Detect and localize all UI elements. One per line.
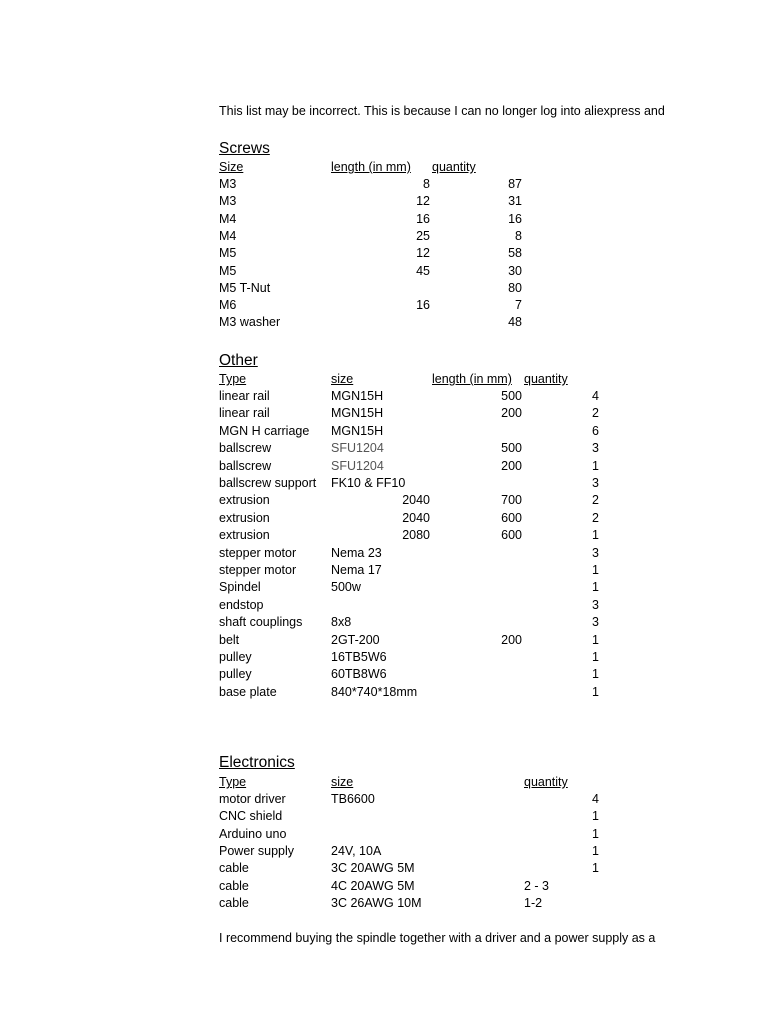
screw-quantity-cell: 16 xyxy=(508,211,522,226)
other-length-cell: 600 xyxy=(501,510,522,525)
electronics-quantity-cell: 4 xyxy=(592,792,599,806)
other-length-cell: 600 xyxy=(501,528,522,543)
other-quantity-cell: 2 xyxy=(592,510,599,525)
screw-size-cell: M5 T-Nut xyxy=(219,280,271,295)
screw-length-cell: 16 xyxy=(416,298,430,313)
electronics-type-cell: cable xyxy=(219,878,249,893)
other-type-cell: extrusion xyxy=(219,510,270,525)
electronics-size-cell: TB6600 xyxy=(331,792,375,806)
electronics-size-cell: 24V, 10A xyxy=(331,843,382,858)
other-quantity-cell: 1 xyxy=(592,563,599,577)
intro-text: This list may be incorrect. This is because I can no longer log into aliexpress and xyxy=(219,104,665,118)
other-heading: Other xyxy=(219,352,258,369)
other-quantity-cell: 3 xyxy=(592,615,599,630)
table-row xyxy=(0,860,768,877)
table-row xyxy=(0,297,768,314)
electronics-quantity-cell: 1 xyxy=(592,843,599,858)
table-row xyxy=(0,458,768,475)
other-quantity-cell: 2 xyxy=(592,406,599,421)
electronics-header-type: Type xyxy=(219,775,247,789)
screw-length-cell: 12 xyxy=(416,194,430,209)
other-quantity-cell: 3 xyxy=(592,441,599,456)
screw-size-cell: M5 xyxy=(219,263,237,278)
table-row xyxy=(0,649,768,666)
other-size-cell: FK10 & FF10 xyxy=(331,476,406,490)
other-type-cell: pulley xyxy=(219,650,252,664)
screw-size-cell: M6 xyxy=(219,298,237,313)
electronics-header-quantity: quantity xyxy=(524,775,568,789)
other-size-cell: Nema 23 xyxy=(331,545,382,560)
screw-quantity-cell: 7 xyxy=(515,298,522,313)
screw-quantity-cell: 31 xyxy=(508,194,522,209)
electronics-type-cell: CNC shield xyxy=(219,809,283,824)
other-type-cell: pulley xyxy=(219,667,252,682)
other-type-cell: endstop xyxy=(219,597,264,612)
other-size-cell: 16TB5W6 xyxy=(331,650,387,664)
other-header-quantity: quantity xyxy=(524,372,568,386)
electronics-type-cell: cable xyxy=(219,895,249,910)
other-size-cell: 500w xyxy=(331,580,361,595)
other-type-cell: ballscrew support xyxy=(219,476,317,490)
screw-quantity-cell: 30 xyxy=(508,263,522,278)
table-row xyxy=(0,475,768,492)
table-row xyxy=(0,597,768,614)
table-row xyxy=(0,228,768,245)
screw-quantity-cell: 8 xyxy=(515,228,522,243)
table-row xyxy=(0,388,768,405)
table-row xyxy=(0,895,768,912)
screw-size-cell: M4 xyxy=(219,228,237,243)
table-row xyxy=(0,545,768,562)
other-quantity-cell: 3 xyxy=(592,545,599,560)
screw-quantity-cell: 48 xyxy=(508,315,522,330)
table-row xyxy=(0,263,768,280)
outro-text: I recommend buying the spindle together with a driver and a power supply as a xyxy=(219,931,656,945)
other-type-cell: Spindel xyxy=(219,580,261,595)
other-header-row xyxy=(0,371,768,388)
electronics-size-cell: 4C 20AWG 5M xyxy=(331,878,415,893)
table-row xyxy=(0,527,768,544)
other-quantity-cell: 1 xyxy=(592,650,599,664)
screw-length-cell: 16 xyxy=(416,211,430,226)
other-header-length: length (in mm) xyxy=(432,372,512,386)
table-row xyxy=(0,193,768,210)
other-size-cell: SFU1204 xyxy=(331,441,384,456)
electronics-quantity-range-cell: 2 - 3 xyxy=(524,878,550,893)
table-row xyxy=(0,280,768,297)
screws-header-size: Size xyxy=(219,160,244,174)
other-quantity-cell: 6 xyxy=(592,423,599,438)
other-quantity-cell: 3 xyxy=(592,476,599,490)
other-length-cell: 200 xyxy=(501,632,522,647)
other-type-cell: extrusion xyxy=(219,528,270,543)
other-size-cell: 60TB8W6 xyxy=(331,667,387,682)
screw-length-cell: 25 xyxy=(416,228,430,243)
other-length-cell: 700 xyxy=(501,493,522,508)
other-quantity-cell: 1 xyxy=(592,458,599,473)
other-length-cell: 200 xyxy=(501,406,522,421)
screws-header-quantity: quantity xyxy=(432,160,476,174)
table-row xyxy=(0,562,768,579)
other-size-number-cell: 2040 xyxy=(402,493,430,508)
other-type-cell: shaft couplings xyxy=(219,615,303,630)
table-row xyxy=(0,808,768,825)
other-size-cell: SFU1204 xyxy=(331,458,384,473)
other-size-cell: MGN15H xyxy=(331,389,384,403)
electronics-size-cell: 3C 20AWG 5M xyxy=(331,861,415,876)
electronics-header-size: size xyxy=(331,775,354,789)
other-quantity-cell: 1 xyxy=(592,667,599,682)
other-type-cell: ballscrew xyxy=(219,458,272,473)
screw-length-cell: 45 xyxy=(416,263,430,278)
other-type-cell: belt xyxy=(219,632,240,647)
other-quantity-cell: 1 xyxy=(592,632,599,647)
screw-length-cell: 12 xyxy=(416,246,430,261)
electronics-size-cell: 3C 26AWG 10M xyxy=(331,895,422,910)
other-quantity-cell: 1 xyxy=(592,528,599,543)
screw-size-cell: M4 xyxy=(219,211,237,226)
other-size-cell: MGN15H xyxy=(331,423,384,438)
other-quantity-cell: 4 xyxy=(592,389,599,403)
electronics-header-row xyxy=(0,774,768,791)
electronics-type-cell: Power supply xyxy=(219,843,295,858)
screws-header-length: length (in mm) xyxy=(331,160,411,174)
other-type-cell: stepper motor xyxy=(219,563,297,577)
other-size-cell: 2GT-200 xyxy=(331,632,380,647)
table-row xyxy=(0,492,768,509)
table-row xyxy=(0,666,768,683)
screw-quantity-cell: 58 xyxy=(508,246,522,261)
screw-size-cell: M3 washer xyxy=(219,315,281,330)
electronics-quantity-cell: 1 xyxy=(592,861,599,876)
table-row xyxy=(0,176,768,193)
table-row xyxy=(0,405,768,422)
table-row xyxy=(0,843,768,860)
screw-length-cell: 8 xyxy=(423,177,430,191)
electronics-quantity-cell: 1 xyxy=(592,809,599,824)
table-row xyxy=(0,314,768,331)
other-header-type: Type xyxy=(219,372,247,386)
screw-size-cell: M3 xyxy=(219,177,237,191)
table-row xyxy=(0,632,768,649)
table-row xyxy=(0,423,768,440)
other-type-cell: stepper motor xyxy=(219,545,297,560)
table-row xyxy=(0,579,768,596)
other-quantity-cell: 1 xyxy=(592,684,599,699)
electronics-type-cell: cable xyxy=(219,861,249,876)
other-quantity-cell: 1 xyxy=(592,580,599,595)
table-row xyxy=(0,614,768,631)
screw-quantity-cell: 80 xyxy=(508,280,522,295)
other-size-cell: 840*740*18mm xyxy=(331,684,418,699)
other-type-cell: ballscrew xyxy=(219,441,272,456)
other-length-cell: 500 xyxy=(501,389,522,403)
other-type-cell: base plate xyxy=(219,684,277,699)
electronics-quantity-range-cell: 1-2 xyxy=(524,895,543,910)
table-row xyxy=(0,791,768,808)
other-length-cell: 200 xyxy=(501,458,522,473)
screw-quantity-cell: 87 xyxy=(508,177,522,191)
electronics-type-cell: Arduino uno xyxy=(219,826,287,841)
electronics-quantity-cell: 1 xyxy=(592,826,599,841)
other-type-cell: extrusion xyxy=(219,493,270,508)
other-type-cell: linear rail xyxy=(219,389,270,403)
other-size-cell: MGN15H xyxy=(331,406,384,421)
screws-heading: Screws xyxy=(219,140,270,157)
other-size-number-cell: 2040 xyxy=(402,510,430,525)
screw-size-cell: M5 xyxy=(219,246,237,261)
table-row xyxy=(0,684,768,701)
table-row xyxy=(0,440,768,457)
table-row xyxy=(0,826,768,843)
table-row xyxy=(0,510,768,527)
electronics-type-cell: motor driver xyxy=(219,792,286,806)
other-type-cell: linear rail xyxy=(219,406,270,421)
other-type-cell: MGN H carriage xyxy=(219,423,310,438)
table-row xyxy=(0,878,768,895)
table-row xyxy=(0,245,768,262)
other-size-number-cell: 2080 xyxy=(402,528,430,543)
other-length-cell: 500 xyxy=(501,441,522,456)
other-header-size: size xyxy=(331,372,354,386)
screws-header-row xyxy=(0,159,768,176)
other-quantity-cell: 2 xyxy=(592,493,599,508)
other-quantity-cell: 3 xyxy=(592,597,599,612)
other-size-cell: 8x8 xyxy=(331,615,352,630)
electronics-heading: Electronics xyxy=(219,754,295,771)
screw-size-cell: M3 xyxy=(219,194,237,209)
table-row xyxy=(0,211,768,228)
other-size-cell: Nema 17 xyxy=(331,563,382,577)
